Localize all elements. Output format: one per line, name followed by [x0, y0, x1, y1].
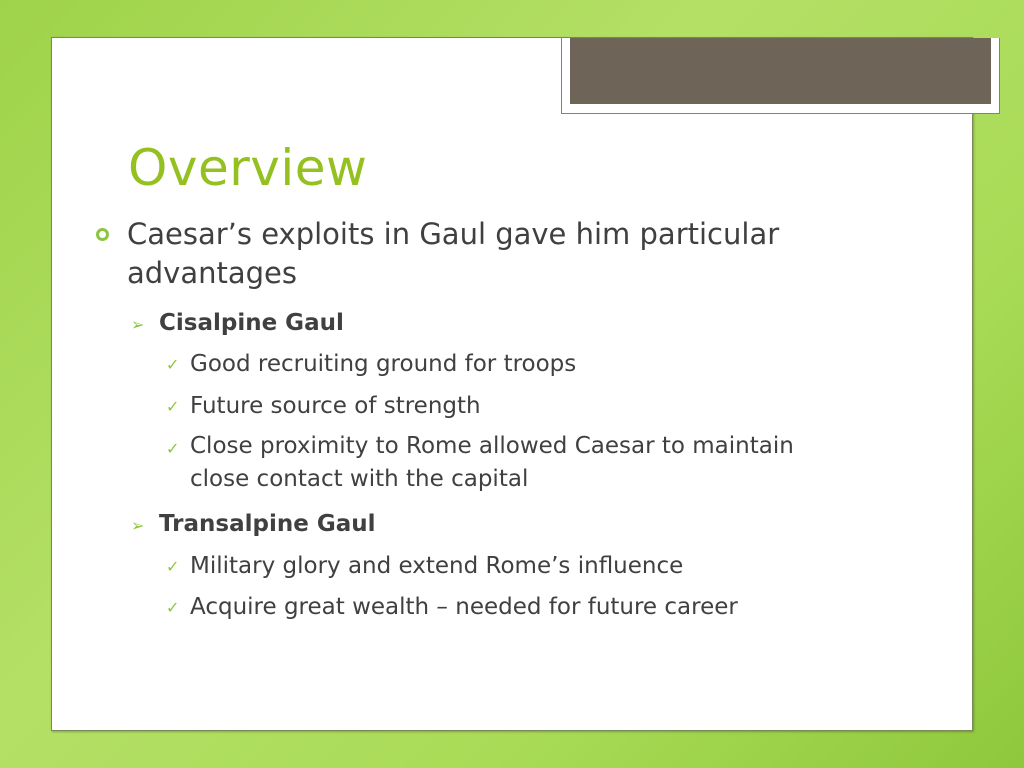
section-heading-transalpine: Transalpine Gaul — [159, 511, 376, 537]
main-point-line-1: Caesar’s exploits in Gaul gave him particular — [127, 217, 780, 251]
checkmark-icon: ✓ — [166, 355, 180, 374]
list-item-continuation: close contact with the capital — [190, 466, 529, 492]
arrow-bullet-icon: ➢ — [131, 516, 145, 535]
checkmark-icon: ✓ — [166, 397, 180, 416]
list-item: Good recruiting ground for troops — [190, 351, 577, 377]
list-item: Close proximity to Rome allowed Caesar to maintain — [190, 433, 794, 459]
list-item: Military glory and extend Rome’s influence — [190, 553, 684, 579]
checkmark-icon: ✓ — [166, 598, 180, 617]
section-heading-cisalpine: Cisalpine Gaul — [159, 310, 344, 336]
checkmark-icon: ✓ — [166, 557, 180, 576]
decorative-tab-block — [570, 38, 991, 104]
decorative-tab-frame — [561, 38, 1000, 114]
arrow-bullet-icon: ➢ — [131, 315, 145, 334]
checkmark-icon: ✓ — [166, 439, 180, 458]
list-item: Future source of strength — [190, 393, 481, 419]
main-point-line-2: advantages — [127, 256, 297, 290]
slide-title: Overview — [128, 139, 368, 197]
list-item: Acquire great wealth – needed for future career — [190, 594, 738, 620]
